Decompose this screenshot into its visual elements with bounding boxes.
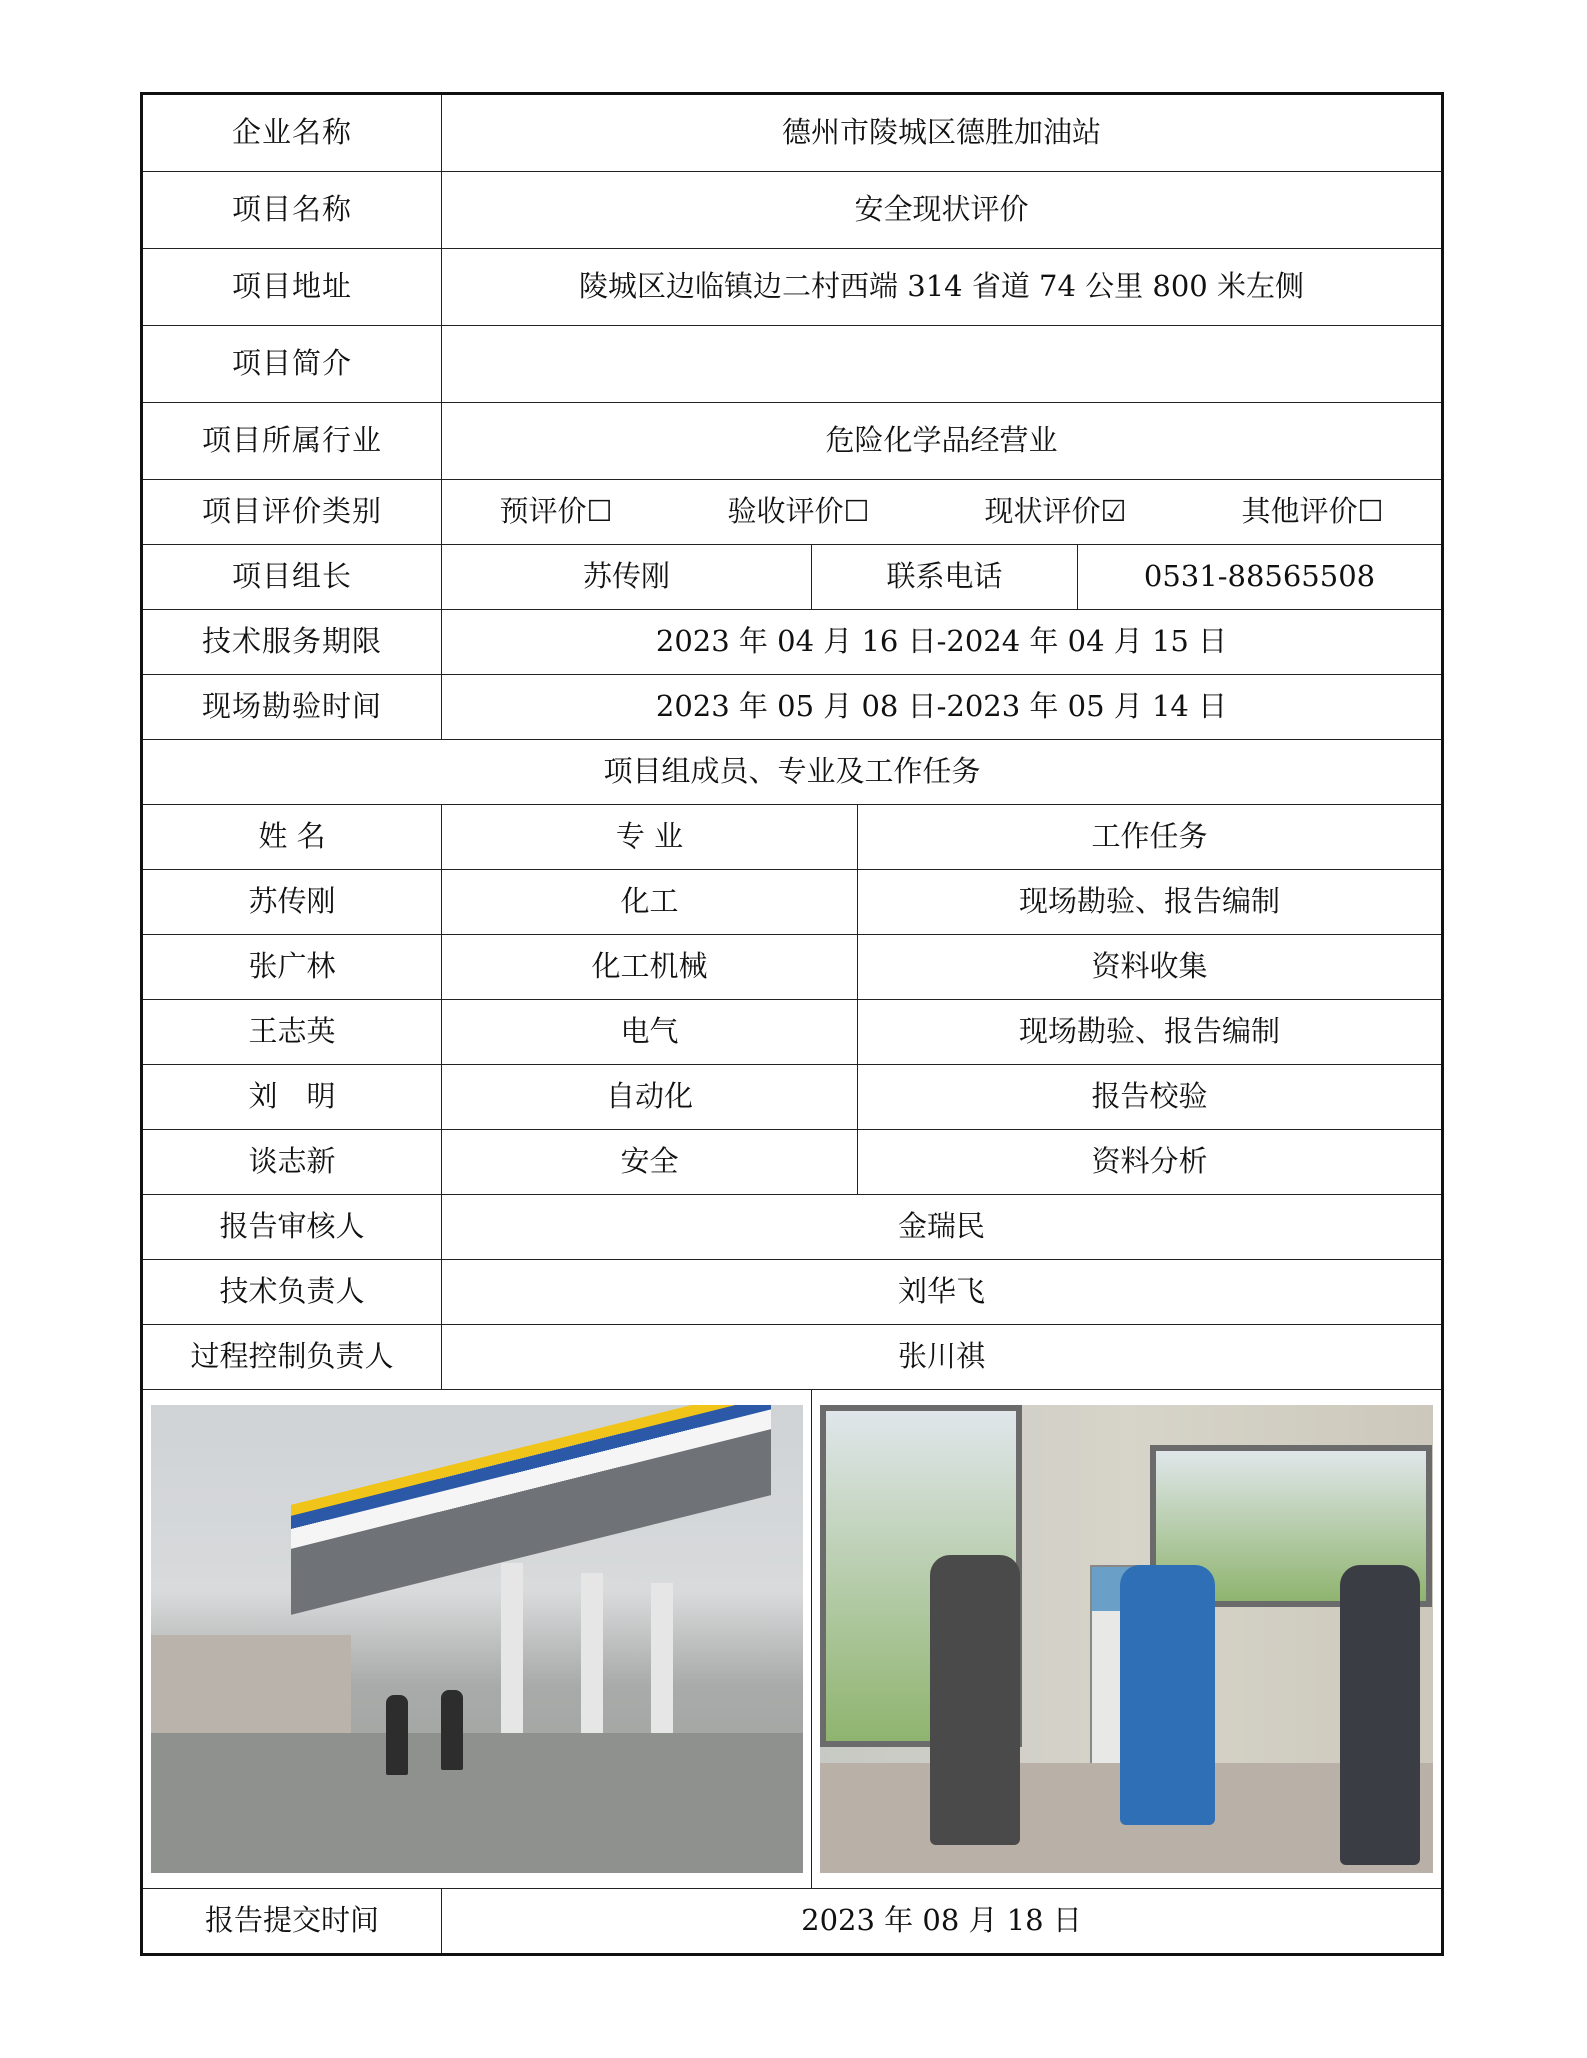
members-header-row — [142, 805, 1443, 870]
members-section-title-row — [142, 740, 1443, 805]
member-task: 现场勘验、报告编制 — [858, 1000, 1443, 1065]
address-label: 项目地址 — [142, 249, 442, 326]
member-major: 安全 — [442, 1130, 858, 1195]
member-task: 资料分析 — [858, 1130, 1443, 1195]
staff-figure — [1120, 1565, 1215, 1825]
member-major: 化工 — [442, 870, 858, 935]
header-name: 姓 名 — [142, 805, 442, 870]
member-row — [142, 935, 1443, 1000]
member-task: 现场勘验、报告编制 — [858, 870, 1443, 935]
member-major: 化工机械 — [442, 935, 858, 1000]
tech-lead-value: 刘华飞 — [442, 1260, 1443, 1325]
process-lead-label: 过程控制负责人 — [142, 1325, 442, 1390]
row-process-lead — [142, 1325, 1443, 1390]
eval-type-label: 项目评价类别 — [142, 480, 442, 545]
fuel-canopy — [291, 1405, 771, 1615]
forecourt-ground — [151, 1733, 803, 1873]
row-survey-time — [142, 675, 1443, 740]
reviewer-label: 报告审核人 — [142, 1195, 442, 1260]
industry-label: 项目所属行业 — [142, 403, 442, 480]
member-row — [142, 1130, 1443, 1195]
service-period-label: 技术服务期限 — [142, 610, 442, 675]
member-name: 苏传刚 — [142, 870, 442, 935]
industry-value: 危险化学品经营业 — [442, 403, 1443, 480]
option-status-eval: 现状评价☑ — [984, 494, 1127, 529]
row-submit-time — [142, 1889, 1443, 1955]
process-lead-value: 张川祺 — [442, 1325, 1443, 1390]
header-major: 专 业 — [442, 805, 858, 870]
canopy-pillar — [581, 1573, 603, 1743]
row-intro — [142, 326, 1443, 403]
row-project-name — [142, 172, 1443, 249]
reviewer-value: 金瑞民 — [442, 1195, 1443, 1260]
phone-label: 联系电话 — [812, 545, 1078, 610]
option-other-eval: 其他评价☐ — [1241, 494, 1384, 529]
submit-time-label: 报告提交时间 — [142, 1889, 442, 1955]
member-major: 电气 — [442, 1000, 858, 1065]
submit-time-value: 2023 年 08 月 18 日 — [442, 1889, 1443, 1955]
intro-value — [442, 326, 1443, 403]
eval-type-options — [442, 480, 1443, 545]
canopy-pillar — [651, 1583, 673, 1743]
member-row — [142, 1000, 1443, 1065]
member-name: 王志英 — [142, 1000, 442, 1065]
phone-value: 0531-88565508 — [1078, 545, 1443, 610]
row-tech-lead — [142, 1260, 1443, 1325]
member-major: 自动化 — [442, 1065, 858, 1130]
row-eval-type — [142, 480, 1443, 545]
header-task: 工作任务 — [858, 805, 1443, 870]
member-name: 谈志新 — [142, 1130, 442, 1195]
member-row — [142, 870, 1443, 935]
photo-row — [142, 1390, 1443, 1889]
option-acceptance-eval: 验收评价☐ — [727, 494, 870, 529]
company-value: 德州市陵城区德胜加油站 — [442, 94, 1443, 172]
survey-time-value: 2023 年 05 月 08 日-2023 年 05 月 14 日 — [442, 675, 1443, 740]
recorder-figure — [1340, 1565, 1420, 1865]
canopy-pillar — [501, 1563, 523, 1743]
intro-label: 项目简介 — [142, 326, 442, 403]
person-figure — [441, 1690, 463, 1770]
tech-lead-label: 技术负责人 — [142, 1260, 442, 1325]
photo-cell-left — [142, 1390, 812, 1889]
photo-cell-right — [812, 1390, 1443, 1889]
row-company — [142, 94, 1443, 172]
evaluation-info-sheet — [140, 92, 1441, 1956]
option-pre-eval: 预评价☐ — [499, 494, 613, 529]
members-section-title: 项目组成员、专业及工作任务 — [142, 740, 1443, 805]
row-address — [142, 249, 1443, 326]
row-service-period — [142, 610, 1443, 675]
project-name-value: 安全现状评价 — [442, 172, 1443, 249]
indoor-inspection-photo — [820, 1405, 1433, 1873]
project-info-table — [140, 92, 1444, 1956]
survey-time-label: 现场勘验时间 — [142, 675, 442, 740]
member-task: 报告校验 — [858, 1065, 1443, 1130]
member-row — [142, 1065, 1443, 1130]
row-reviewer — [142, 1195, 1443, 1260]
row-leader — [142, 545, 1443, 610]
company-label: 企业名称 — [142, 94, 442, 172]
inspector-figure — [930, 1555, 1020, 1845]
member-name: 刘 明 — [142, 1065, 442, 1130]
row-industry — [142, 403, 1443, 480]
leader-name: 苏传刚 — [442, 545, 812, 610]
leader-label: 项目组长 — [142, 545, 442, 610]
address-value: 陵城区边临镇边二村西端 314 省道 74 公里 800 米左侧 — [442, 249, 1443, 326]
project-name-label: 项目名称 — [142, 172, 442, 249]
person-figure — [386, 1695, 408, 1775]
member-task: 资料收集 — [858, 935, 1443, 1000]
gas-station-photo — [151, 1405, 803, 1873]
service-period-value: 2023 年 04 月 16 日-2024 年 04 月 15 日 — [442, 610, 1443, 675]
member-name: 张广林 — [142, 935, 442, 1000]
